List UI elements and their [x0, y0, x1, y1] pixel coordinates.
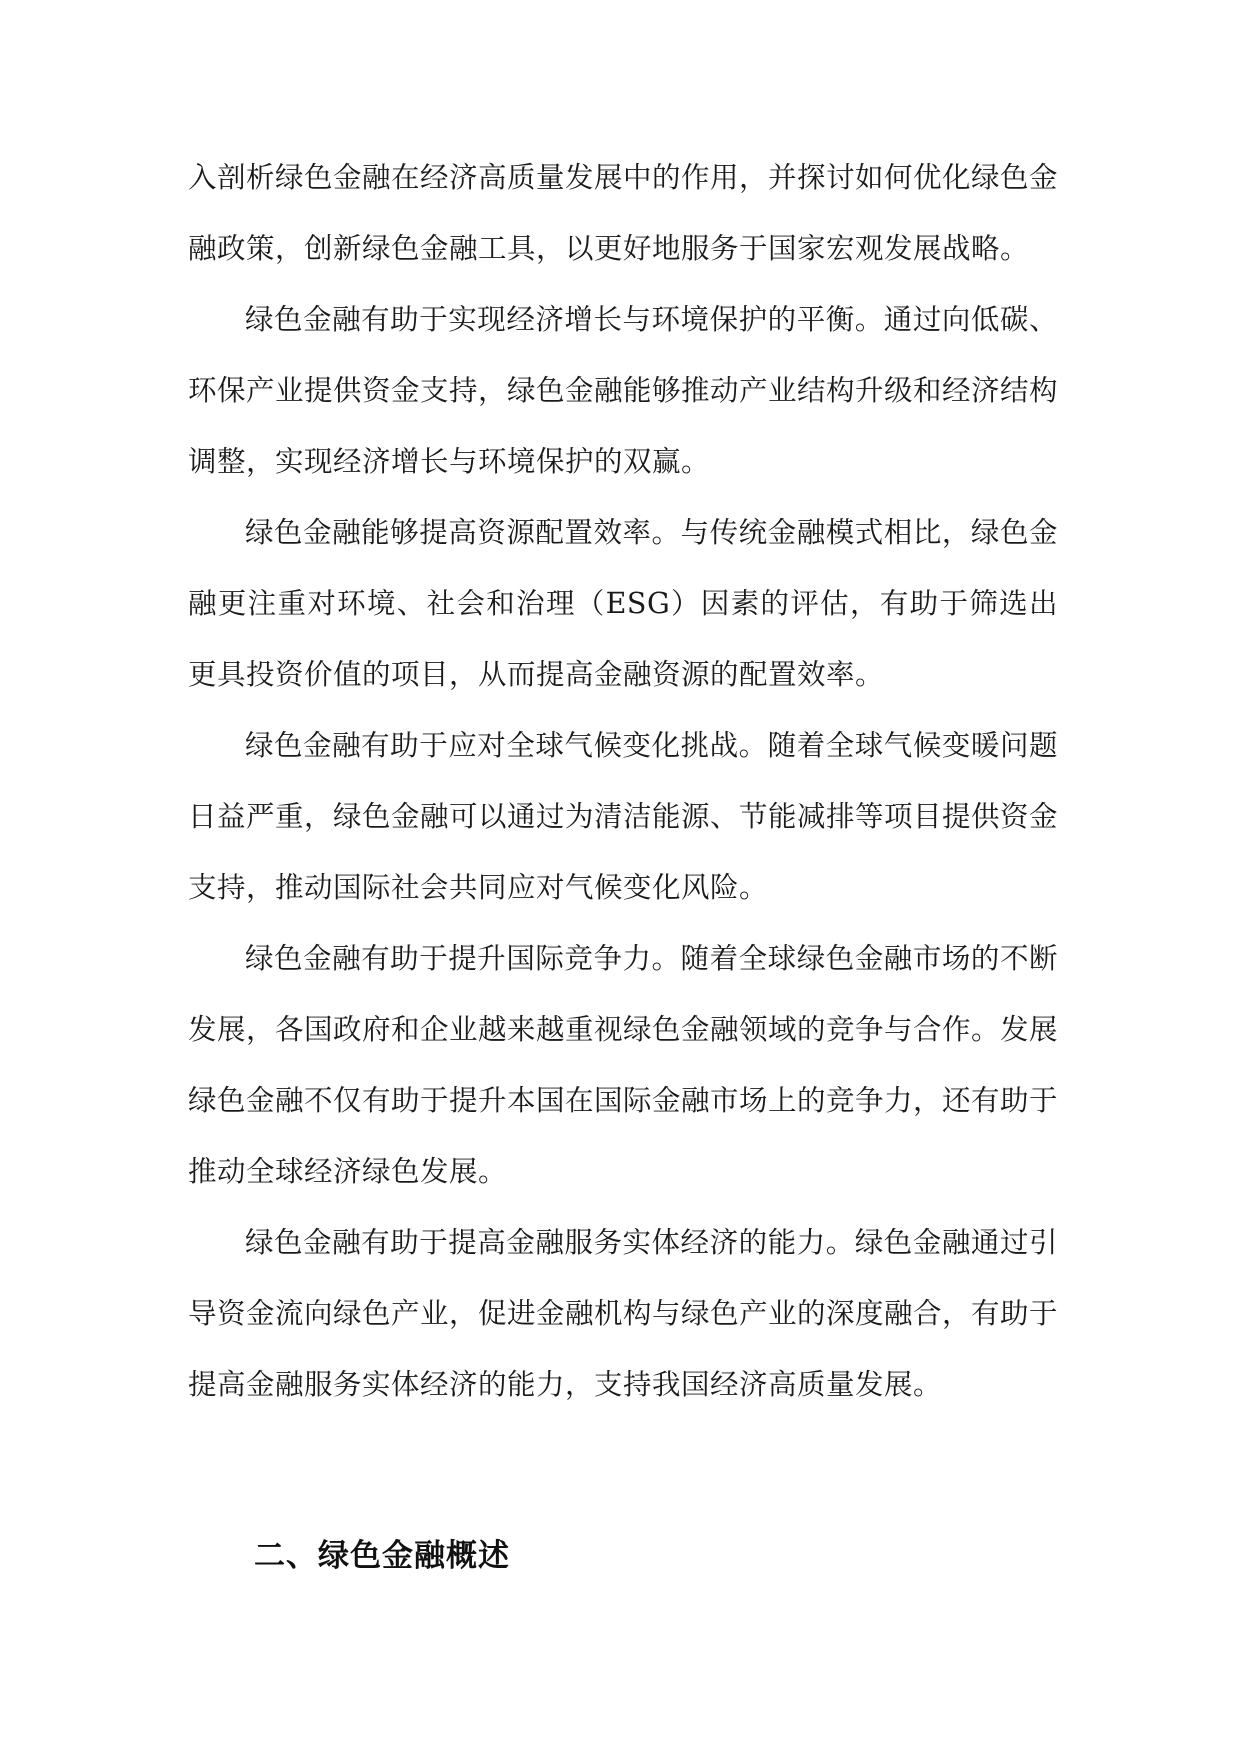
paragraph-efficiency: 绿色金融能够提高资源配置效率。与传统金融模式相比，绿色金融更注重对环境、社会和治理（ESG）因素的评估，有助于筛选出更具投资价值的项目，从而提高金融资源的配置效率。	[188, 516, 1058, 691]
paragraph-real-economy: 绿色金融有助于提高金融服务实体经济的能力。绿色金融通过引导资金流向绿色产业，促进金融机构与绿色产业的深度融合，有助于提高金融服务实体经济的能力，支持我国经济高质量发展。	[188, 1226, 1059, 1401]
paragraph-continuation: 入剖析绿色金融在经济高质量发展中的作用，并探讨如何优化绿色金融政策，创新绿色金融工具，以更好地服务于国家宏观发展战略。	[188, 161, 1059, 265]
paragraph-climate: 绿色金融有助于应对全球气候变化挑战。随着全球气候变暖问题日益严重，绿色金融可以通过为清洁能源、节能减排等项目提供资金支持，推动国际社会共同应对气候变化风险。	[188, 729, 1059, 904]
paragraph-balance: 绿色金融有助于实现经济增长与环境保护的平衡。通过向低碳、环保产业提供资金支持，绿色金融能够推动产业结构升级和经济结构调整，实现经济增长与环境保护的双赢。	[188, 303, 1059, 478]
paragraph-competitiveness: 绿色金融有助于提升国际竞争力。随着全球绿色金融市场的不断发展，各国政府和企业越来越重视绿色金融领域的竞争与合作。发展绿色金融不仅有助于提升本国在国际金融市场上的竞争力，还有助于推动全球经济绿色发展。	[188, 942, 1059, 1188]
section-heading: 二、绿色金融概述	[254, 1538, 510, 1574]
body-text	[188, 142, 1058, 1420]
